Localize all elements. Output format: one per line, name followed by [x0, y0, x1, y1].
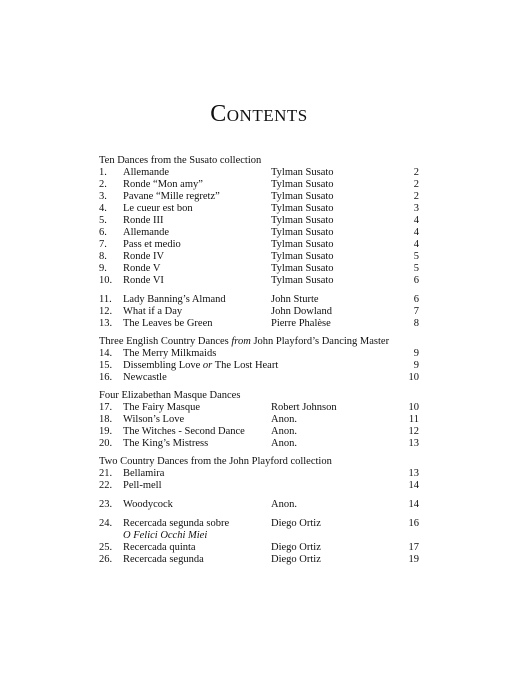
toc-entry[interactable]: [0, 275, 518, 287]
entry-page: 12: [408, 426, 419, 437]
entry-page: 5: [413, 263, 419, 274]
entry-composer: Tylman Susato: [271, 167, 334, 178]
entry-number: 16.: [99, 372, 113, 383]
entry-number: 12.: [99, 306, 113, 317]
entry-title: Ronde V: [123, 263, 161, 274]
entry-number: 21.: [99, 468, 113, 479]
entry-number: 14.: [99, 348, 113, 359]
entry-page: 7: [413, 306, 419, 317]
entry-title: What if a Day: [123, 306, 183, 317]
entry-title: Newcastle: [123, 372, 167, 383]
entry-number: 6.: [99, 227, 107, 238]
toc-entry[interactable]: [0, 294, 518, 306]
toc-entry[interactable]: [0, 191, 518, 203]
entry-page: 3: [413, 203, 419, 214]
section-heading: Three English Country Dances from John Playford’s Dancing Master: [99, 336, 390, 347]
entry-composer: Tylman Susato: [271, 203, 334, 214]
entry-number: 13.: [99, 318, 113, 329]
toc-entry[interactable]: [0, 167, 518, 179]
entry-composer: Tylman Susato: [271, 263, 334, 274]
toc-entry[interactable]: [0, 480, 518, 492]
entry-title: Recercada quinta: [123, 542, 196, 553]
entry-title: Wilson’s Love: [123, 414, 185, 425]
toc-entry[interactable]: [0, 360, 518, 372]
page-title: Contents: [210, 101, 308, 127]
entry-page: 2: [413, 179, 419, 190]
toc-entry[interactable]: [0, 426, 518, 438]
entry-title: Allemande: [123, 167, 170, 178]
entry-composer: Anon.: [271, 426, 297, 437]
section-heading: Ten Dances from the Susato collection: [99, 155, 262, 166]
entry-page: 4: [413, 227, 419, 238]
entry-title: Woodycock: [123, 499, 173, 510]
entry-title: Pavane “Mille regretz”: [123, 191, 220, 202]
entry-composer: Anon.: [271, 499, 297, 510]
toc-entry[interactable]: [0, 518, 518, 530]
toc-entry[interactable]: [0, 499, 518, 511]
entry-page: 13: [408, 468, 419, 479]
toc-entry[interactable]: [0, 239, 518, 251]
entry-page: 17: [408, 542, 419, 553]
entry-number: 9.: [99, 263, 107, 274]
entry-title: Ronde III: [123, 215, 164, 226]
entry-page: 13: [408, 438, 419, 449]
entry-composer: Diego Ortiz: [271, 542, 321, 553]
entry-composer: Diego Ortiz: [271, 518, 321, 529]
entry-page: 10: [408, 402, 419, 413]
toc-entry[interactable]: [0, 306, 518, 318]
toc-entry[interactable]: [0, 554, 518, 566]
entry-page: 9: [413, 360, 419, 371]
entry-number: 4.: [99, 203, 107, 214]
entry-page: 14: [408, 499, 419, 510]
entry-title: Pell-mell: [123, 480, 162, 491]
entry-number: 23.: [99, 499, 113, 510]
toc-entry[interactable]: [0, 542, 518, 554]
entry-composer: Tylman Susato: [271, 191, 334, 202]
entry-page: 6: [413, 294, 419, 305]
entry-page: 14: [408, 480, 419, 491]
toc-entry[interactable]: [0, 402, 518, 414]
toc-entry[interactable]: [0, 179, 518, 191]
entry-title: The Witches - Second Dance: [123, 426, 245, 437]
entry-composer: Anon.: [271, 414, 297, 425]
entry-number: 25.: [99, 542, 113, 553]
entry-title: The Fairy Masque: [123, 402, 200, 413]
entry-page: 2: [413, 167, 419, 178]
entry-page: 4: [413, 215, 419, 226]
entry-number: 24.: [99, 518, 113, 529]
entry-title: Lady Banning’s Almand: [123, 294, 226, 305]
entry-number: 18.: [99, 414, 113, 425]
entry-title: The Merry Milkmaids: [123, 348, 217, 359]
entry-page: 16: [408, 518, 419, 529]
entry-composer: Robert Johnson: [271, 402, 337, 413]
entry-title: Ronde “Mon amy”: [123, 179, 203, 190]
entry-composer: John Sturte: [271, 294, 319, 305]
entry-title: The King’s Mistress: [123, 438, 209, 449]
entry-composer: Tylman Susato: [271, 215, 334, 226]
entry-number: 10.: [99, 275, 113, 286]
toc-entry[interactable]: [0, 203, 518, 215]
entry-page: 2: [413, 191, 419, 202]
entry-number: 8.: [99, 251, 107, 262]
entry-title: Bellamira: [123, 468, 165, 479]
entry-composer: Diego Ortiz: [271, 554, 321, 565]
section-heading: Two Country Dances from the John Playford collection: [99, 456, 332, 467]
entry-number: 15.: [99, 360, 113, 371]
entry-number: 5.: [99, 215, 107, 226]
entry-number: 22.: [99, 480, 113, 491]
entry-page: 10: [408, 372, 419, 383]
entry-number: 19.: [99, 426, 113, 437]
entry-number: 11.: [99, 294, 112, 305]
entry-composer: Tylman Susato: [271, 251, 334, 262]
entry-composer: Tylman Susato: [271, 179, 334, 190]
toc-entry[interactable]: [0, 372, 518, 384]
entry-page: 4: [413, 239, 419, 250]
toc-entry[interactable]: [0, 251, 518, 263]
entry-page: 9: [413, 348, 419, 359]
toc-entry[interactable]: [0, 438, 518, 450]
entry-title: Recercada segunda sobre: [123, 518, 230, 529]
entry-title: The Leaves be Green: [123, 318, 213, 329]
entry-composer: John Dowland: [271, 306, 332, 317]
entry-number: 1.: [99, 167, 107, 178]
entry-title: Dissembling Love or The Lost Heart: [123, 360, 279, 371]
entry-page: 11: [408, 414, 419, 425]
entry-number: 3.: [99, 191, 107, 202]
entry-page: 6: [413, 275, 419, 286]
entry-number: 17.: [99, 402, 113, 413]
entry-page: 5: [413, 251, 419, 262]
entry-title: Ronde IV: [123, 251, 165, 262]
toc-entry[interactable]: [0, 263, 518, 275]
entry-page: 19: [408, 554, 419, 565]
toc-entry[interactable]: [0, 348, 518, 360]
entry-composer: Tylman Susato: [271, 227, 334, 238]
entry-composer: Pierre Phalèse: [271, 318, 331, 329]
entry-title: Ronde VI: [123, 275, 164, 286]
entry-composer: Anon.: [271, 438, 297, 449]
entry-number: 7.: [99, 239, 107, 250]
section-heading: Four Elizabethan Masque Dances: [99, 390, 241, 401]
entry-composer: Tylman Susato: [271, 239, 334, 250]
toc-entry[interactable]: [0, 215, 518, 227]
toc-entry[interactable]: [0, 318, 518, 330]
toc-entry[interactable]: [0, 468, 518, 480]
entry-title: Recercada segunda: [123, 554, 204, 565]
toc-entry[interactable]: [0, 414, 518, 426]
entry-subtitle: O Felici Occhi Miei: [123, 530, 208, 541]
entry-title: Pass et medio: [123, 239, 181, 250]
entry-number: 26.: [99, 554, 113, 565]
entry-number: 20.: [99, 438, 113, 449]
entry-title: Le cueur est bon: [123, 203, 193, 214]
entry-title: Allemande: [123, 227, 170, 238]
entry-page: 8: [413, 318, 419, 329]
entry-number: 2.: [99, 179, 107, 190]
entry-composer: Tylman Susato: [271, 275, 334, 286]
toc-entry[interactable]: [0, 227, 518, 239]
